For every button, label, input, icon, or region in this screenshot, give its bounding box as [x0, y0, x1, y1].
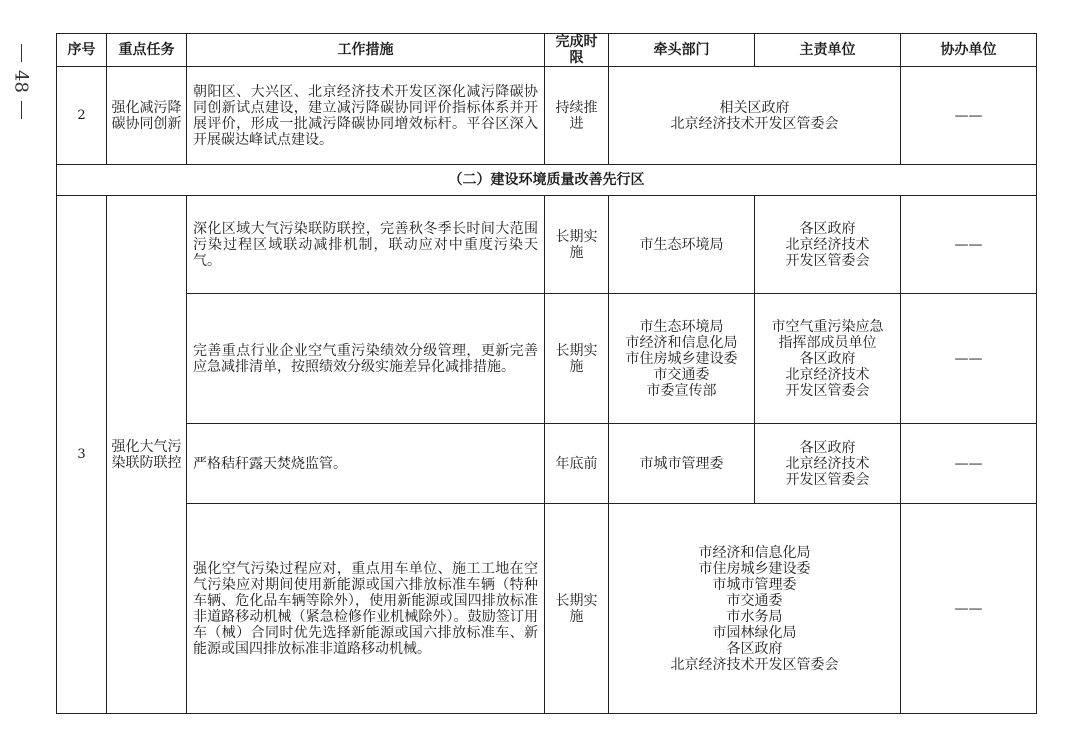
table-row [57, 504, 1037, 714]
row-task: 强化大气污染联防联控 [107, 196, 187, 714]
header-lead-dept: 牵头部门 [609, 34, 755, 67]
lead-dept-line: 市城市管理委 [712, 576, 797, 593]
header-task: 重点任务 [107, 34, 187, 67]
row-assist: —— [901, 196, 1037, 294]
lead-dept-line: 市生态环境局 [639, 318, 724, 335]
main-unit-line: 北京经济技术 [785, 366, 870, 383]
lead-dept-line: 各区政府 [726, 640, 783, 657]
row-assist: —— [901, 504, 1037, 714]
page-number-marker [6, 44, 36, 154]
lead-dept-line: 北京经济技术开发区管委会 [670, 656, 839, 673]
header-measure: 工作措施 [187, 34, 545, 67]
row-deadline: 长期实施 [545, 294, 609, 424]
main-unit-line: 开发区管委会 [785, 382, 870, 399]
header-deadline: 完成时限 [545, 34, 609, 67]
section-row [57, 165, 1037, 196]
lead-dept-line: 北京经济技术开发区管委会 [670, 115, 839, 132]
main-unit-line: 北京经济技术 [785, 236, 870, 253]
lead-dept-line: 市经济和信息化局 [698, 544, 811, 561]
header-main-unit: 主责单位 [755, 34, 901, 67]
lead-dept-line: 市交通委 [653, 366, 710, 383]
lead-dept-line: 市水务局 [726, 608, 783, 625]
lead-dept-line: 市园林绿化局 [712, 624, 797, 641]
main-unit-line: 指挥部成员单位 [778, 334, 877, 351]
section-title: （二）建设环境质量改善先行区 [57, 165, 1037, 196]
lead-dept-line: 市住房城乡建设委 [625, 350, 738, 367]
lead-dept-line: 相关区政府 [719, 99, 790, 116]
main-unit-line: 各区政府 [799, 350, 856, 367]
row-deadline: 年底前 [545, 424, 609, 504]
row-lead-dept [609, 504, 901, 714]
row-assist: —— [901, 294, 1037, 424]
task-table [56, 33, 1037, 714]
table-row [57, 424, 1037, 504]
row-deadline: 长期实施 [545, 196, 609, 294]
row-seq: 2 [57, 67, 107, 165]
row-assist: —— [901, 424, 1037, 504]
page-number-dash-bottom [21, 101, 22, 119]
header-seq: 序号 [57, 34, 107, 67]
lead-dept-line: 市城市管理委 [639, 455, 724, 472]
table-row [57, 294, 1037, 424]
row-lead-dept [609, 196, 755, 294]
page-number: 48 [10, 70, 32, 93]
row-assist: —— [901, 67, 1037, 165]
lead-dept-line: 市经济和信息化局 [625, 334, 738, 351]
table-row [57, 196, 1037, 294]
row-main-unit [755, 294, 901, 424]
row-measure: 严格秸秆露天焚烧监管。 [187, 424, 545, 504]
main-unit-line: 市空气重污染应急 [771, 318, 884, 335]
row-measure: 完善重点行业企业空气重污染绩效分级管理，更新完善应急减排清单，按照绩效分级实施差异化减排措施。 [187, 294, 545, 424]
row-measure: 强化空气污染过程应对，重点用车单位、施工工地在空气污染应对期间使用新能源或国六排放标准车辆（特种车辆、危化品车辆等除外），使用新能源或国四排放标准非道路移动机械（紧急检修作业机械除外）。鼓励签订用车（械）合同时优先选择新能源或国六排放标准车、新能源或国四排放标准非道路移动机械。 [187, 504, 545, 714]
main-unit-line: 各区政府 [799, 220, 856, 237]
row-measure: 朝阳区、大兴区、北京经济技术开发区深化减污降碳协同创新试点建设，建立减污降碳协同评价指标体系并开展评价，形成一批减污降碳协同增效标杆。平谷区深入开展碳达峰试点建设。 [187, 67, 545, 165]
row-lead-dept [609, 294, 755, 424]
row-lead-dept [609, 67, 901, 165]
lead-dept-line: 市生态环境局 [639, 236, 724, 253]
header-row [57, 34, 1037, 67]
row-main-unit [755, 424, 901, 504]
row-lead-dept [609, 424, 755, 504]
lead-dept-line: 市交通委 [726, 592, 783, 609]
lead-dept-line: 市住房城乡建设委 [698, 560, 811, 577]
row-main-unit [755, 196, 901, 294]
row-deadline: 持续推进 [545, 67, 609, 165]
main-unit-line: 北京经济技术 [785, 455, 870, 472]
row-task: 强化减污降碳协同创新 [107, 67, 187, 165]
main-unit-line: 开发区管委会 [785, 471, 870, 488]
table-row [57, 67, 1037, 165]
row-seq: 3 [57, 196, 107, 714]
main-unit-line: 开发区管委会 [785, 252, 870, 269]
lead-dept-line: 市委宣传部 [646, 382, 717, 399]
row-measure: 深化区域大气污染联防联控，完善秋冬季长时间大范围污染过程区域联动减排机制，联动应对中重度污染天气。 [187, 196, 545, 294]
main-unit-line: 各区政府 [799, 439, 856, 456]
page-number-dash-top [21, 44, 22, 62]
row-deadline: 长期实施 [545, 504, 609, 714]
header-assist-unit: 协办单位 [901, 34, 1037, 67]
